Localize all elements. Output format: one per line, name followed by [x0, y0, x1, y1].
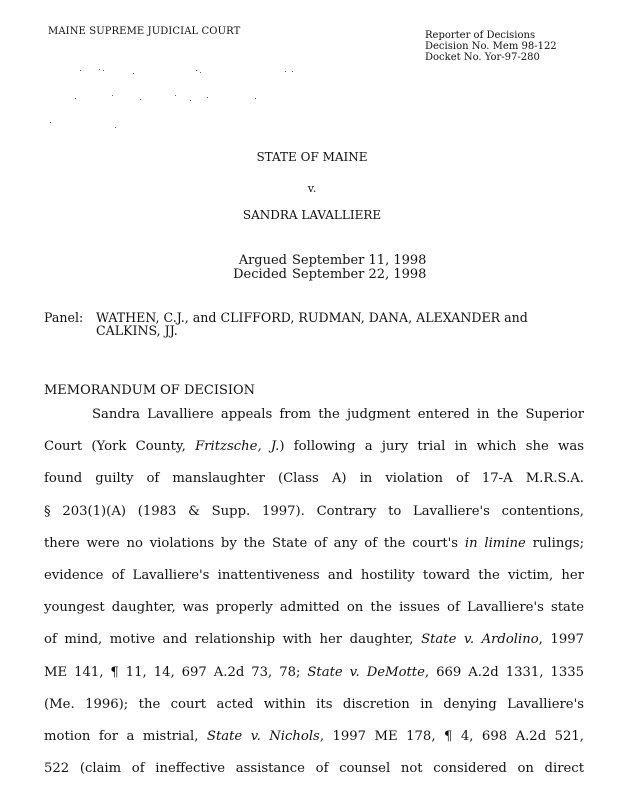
body-line: [44, 536, 584, 554]
panel-block: [44, 311, 528, 337]
body-text-segment: § 203(1)(A) (1983 & Supp. 1997). Contrary to Lavalliere's contentions,: [44, 503, 584, 519]
body-text-segment: (Me. 1996); the court acted within its discretion in denying Lavalliere's: [44, 696, 584, 712]
argued-date: September 11, 1998: [292, 253, 427, 268]
body-line: [44, 471, 584, 489]
body-line: [44, 568, 584, 586]
case-citation: State v. Nichols: [206, 729, 320, 744]
panel-justices-line2: CALKINS, JJ.: [96, 323, 178, 338]
body-text-segment: Court (York County,: [44, 439, 196, 455]
body-text-segment: 522 (claim of ineffective assistance of counsel not considered on direct: [44, 761, 584, 777]
dates-block: [213, 254, 426, 282]
decided-label: Decided: [233, 267, 287, 282]
case-citation: State v. Ardolino: [421, 632, 539, 648]
case-citation: in limine: [464, 535, 526, 551]
argued-row: [213, 254, 426, 268]
body-text-segment: Sandra Lavalliere appeals from the judgment entered in the Superior: [92, 407, 584, 422]
docket-number: Docket No. Yor-97-280: [425, 52, 540, 63]
body-line: [44, 761, 584, 779]
body-text-segment: there were no violations by the State of any of the court's: [44, 535, 465, 551]
body-text-segment: , 669 A.2d 1331, 1335: [424, 664, 584, 680]
body-line: [44, 600, 584, 618]
body-text-segment: of mind, motive and relationship with her daughter,: [44, 632, 422, 648]
court-name: MAINE SUPREME JUDICIAL COURT: [48, 26, 241, 37]
body-text-segment: evidence of Lavalliere's inattentiveness and hostility toward the victim, her: [44, 568, 584, 583]
body-text-segment: ME 141, ¶ 11, 14, 697 A.2d 73, 78;: [44, 664, 308, 680]
body-text-segment: motion for a mistrial,: [44, 729, 207, 744]
body-line: [44, 439, 584, 457]
panel-label: Panel:: [44, 310, 84, 325]
body-line: [44, 407, 584, 425]
memorandum-heading: MEMORANDUM OF DECISION: [44, 383, 256, 398]
argued-label: Argued: [238, 253, 287, 268]
body-text-segment: , 1997: [538, 632, 584, 648]
body-text-segment: ) following a jury trial in which she was: [279, 439, 584, 455]
body-line: [44, 729, 584, 747]
decided-row: [213, 268, 426, 282]
body-text-segment: youngest daughter, was properly admitted on the issues of Lavalliere's state: [44, 600, 584, 616]
decided-date: September 22, 1998: [292, 267, 427, 282]
body-line: [44, 697, 584, 715]
body-text-segment: , 1997 ME 178, ¶ 4, 698 A.2d 521,: [319, 729, 584, 744]
body-line: [44, 665, 584, 683]
panel-justices-line1: WATHEN, C.J., and CLIFFORD, RUDMAN, DANA, ALEXANDER and: [96, 310, 528, 325]
body-line: [44, 632, 584, 650]
caption-versus: v.: [307, 182, 317, 195]
caption-defendant: SANDRA LAVALLIERE: [242, 208, 382, 222]
caption-plaintiff: STATE OF MAINE: [256, 150, 368, 164]
body-line: [44, 504, 584, 522]
case-citation: Fritzsche, J.: [195, 439, 280, 455]
body-text-segment: found guilty of manslaughter (Class A) in violation of 17-A M.R.S.A.: [44, 471, 584, 487]
body-text-segment: rulings;: [525, 535, 584, 551]
reporter-title: Reporter of Decisions: [425, 30, 536, 41]
reporter-block: [425, 30, 557, 63]
case-citation: State v. DeMotte: [307, 664, 425, 680]
decision-number: Decision No. Mem 98-122: [425, 41, 557, 52]
